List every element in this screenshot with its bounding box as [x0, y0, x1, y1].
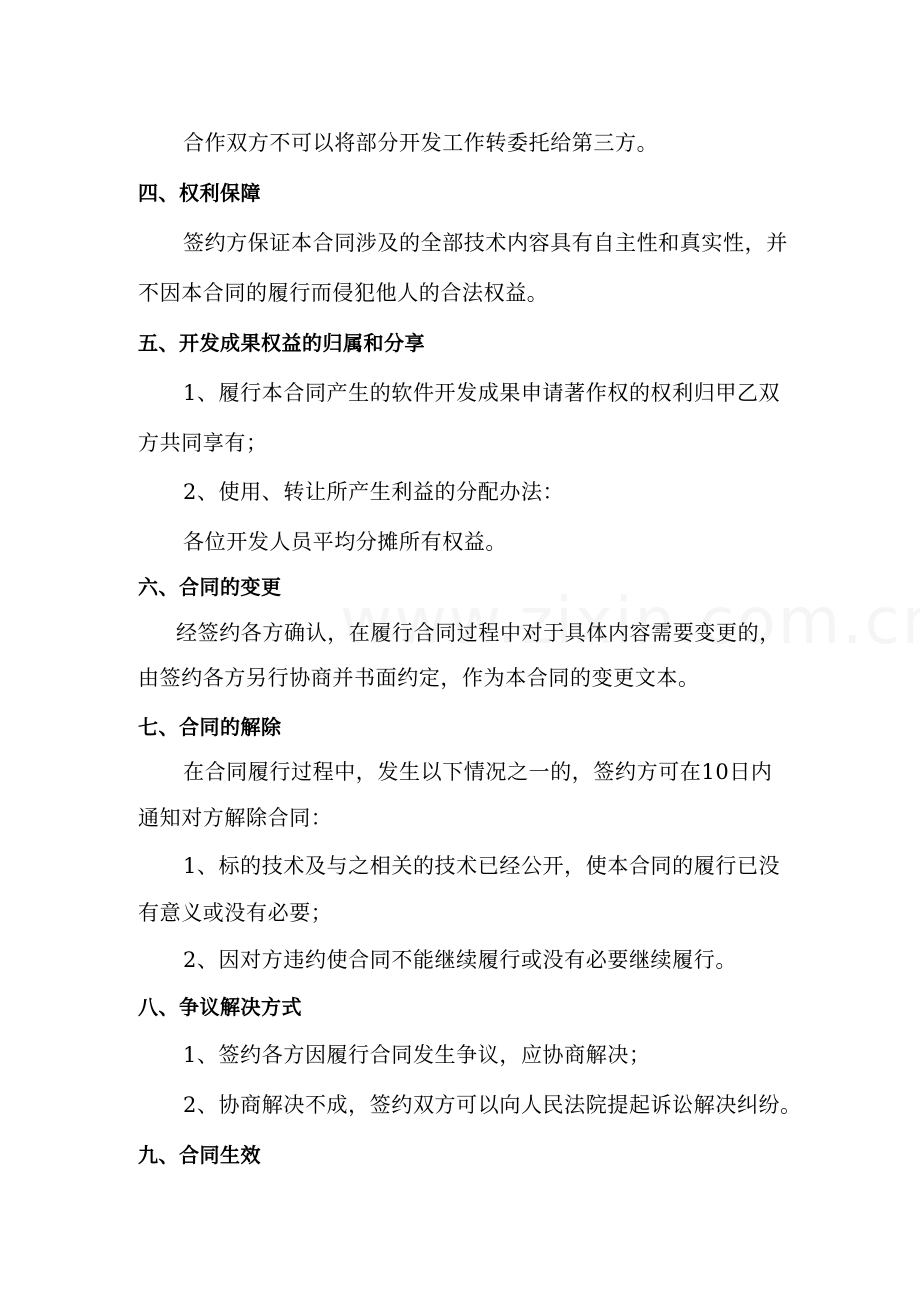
section-heading-4: 四、权利保障 — [138, 181, 261, 205]
paragraph-text: 1、签约各方因履行合同发生争议，应协商解决； — [183, 1043, 651, 1067]
section-heading-6: 六、合同的变更 — [138, 575, 282, 599]
paragraph-text: 各位开发人员平均分摊所有权益。 — [183, 530, 507, 554]
section-heading-8: 八、争议解决方式 — [138, 995, 302, 1019]
paragraph-text: 由签约各方另行协商并书面约定，作为本合同的变更文本。 — [138, 666, 700, 690]
paragraph-text: 2、使用、转让所产生利益的分配办法： — [183, 480, 565, 504]
paragraph-text: 经签约各方确认，在履行合同过程中对于具体内容需要变更的， — [176, 621, 781, 645]
section-heading-9: 九、合同生效 — [138, 1143, 261, 1167]
paragraph-text: 1、履行本合同产生的软件开发成果申请著作权的权利归甲乙双 — [183, 381, 781, 405]
paragraph-text: 有意义或没有必要； — [138, 901, 333, 925]
paragraph-text: 2、因对方违约使合同不能继续履行或没有必要继续履行。 — [183, 948, 737, 972]
paragraph-text: 合作双方不可以将部分开发工作转委托给第三方。 — [183, 131, 659, 155]
paragraph-text: 不因本合同的履行而侵犯他人的合法权益。 — [138, 281, 549, 305]
paragraph-text: 2、协商解决不成，签约双方可以向人民法院提起诉讼解决纠纷。 — [183, 1093, 802, 1117]
paragraph-text: 1、标的技术及与之相关的技术已经公开，使本合同的履行已没 — [183, 854, 781, 878]
section-heading-7: 七、合同的解除 — [138, 715, 282, 739]
section-heading-5: 五、开发成果权益的归属和分享 — [138, 331, 425, 355]
paragraph-text: 在合同履行过程中，发生以下情况之一的，签约方可在10日内 — [183, 760, 773, 784]
paragraph-text: 签约方保证本合同涉及的全部技术内容具有自主性和真实性，并 — [183, 231, 788, 255]
paragraph-text: 方共同享有； — [138, 431, 268, 455]
paragraph-text: 通知对方解除合同： — [138, 806, 333, 830]
